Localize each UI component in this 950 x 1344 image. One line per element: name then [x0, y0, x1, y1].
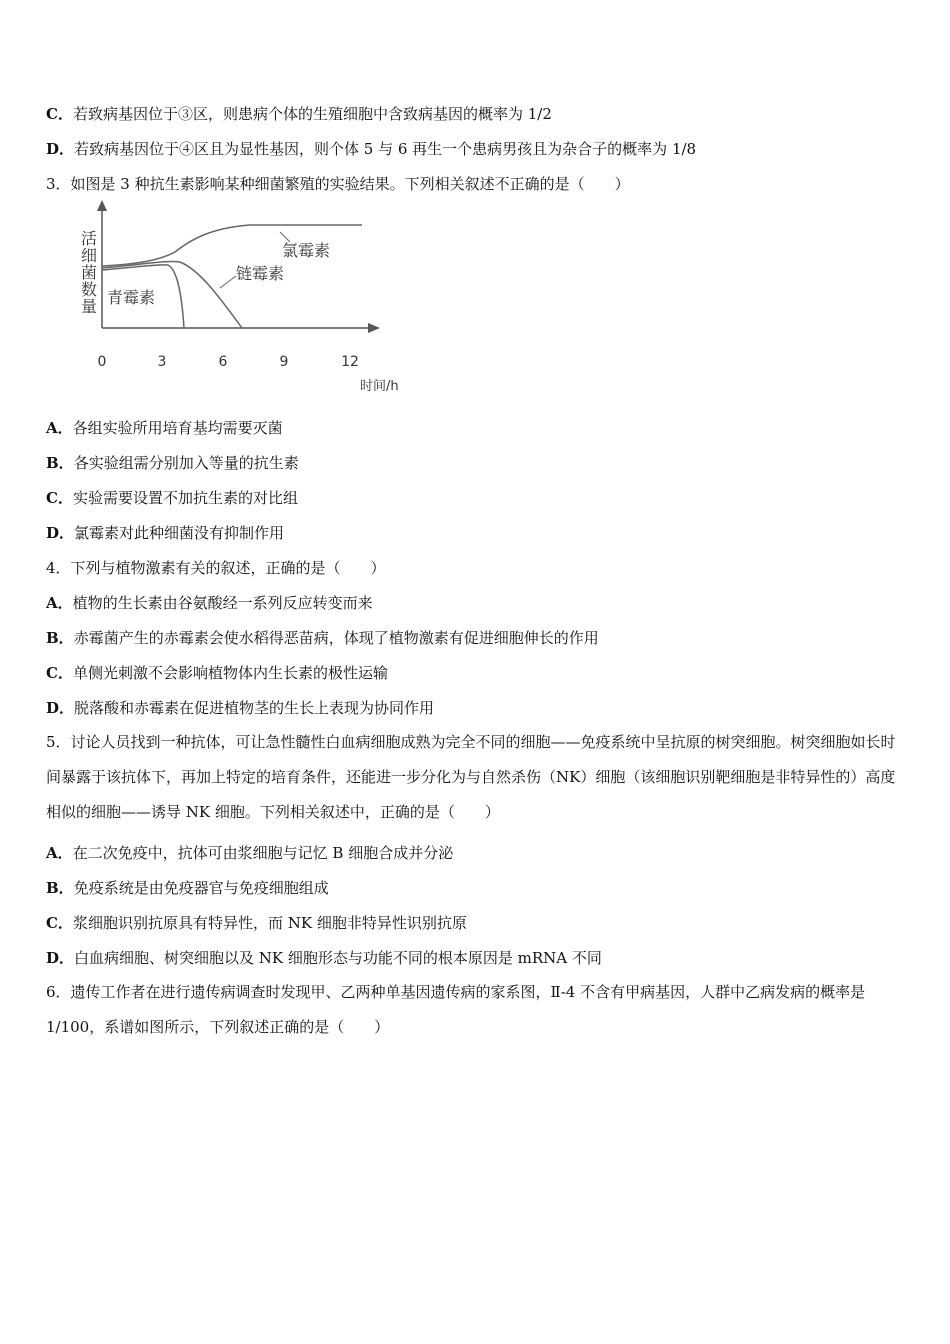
x-tick: 6 — [218, 354, 228, 370]
q4-option-a: A．植物的生长素由谷氨酸经一系列反应转变而来 — [46, 594, 373, 612]
x-axis-arrow — [368, 323, 380, 333]
q2-option-d: D．若致病基因位于④区且为显性基因，则个体 5 与 6 再生一个患病男孩且为杂合子的概率为 1/8 — [46, 140, 697, 158]
x-tick: 12 — [341, 354, 359, 370]
y-axis-arrow — [97, 200, 107, 211]
q5-option-b: B．免疫系统是由免疫器官与免疫细胞组成 — [46, 879, 329, 897]
label-chloramphenicol: 氯霉素 — [282, 241, 331, 260]
q5-option-d: D．白血病细胞、树突细胞以及 NK 细胞形态与功能不同的根本原因是 mRNA 不同 — [46, 949, 602, 967]
q3-stem: 3．如图是 3 种抗生素影响某种细菌繁殖的实验结果。下列相关叙述不正确的是（ ） — [46, 175, 630, 193]
q4-option-d: D．脱落酸和赤霉素在促进植物茎的生长上表现为协同作用 — [46, 699, 435, 717]
q3-option-d: D．氯霉素对此种细菌没有抑制作用 — [46, 524, 285, 542]
q6-stem: 6．遗传工作者在进行遗传病调查时发现甲、乙两种单基因遗传病的家系图，Ⅱ-4 不含有甲病基因，人群中乙病发病的概率是 1/100，系谱如图所示，下列叙述正确的是（ ） — [46, 983, 866, 1036]
x-tick: 0 — [97, 354, 107, 370]
q5-option-c: C．浆细胞识别抗原具有特异性，而 NK 细胞非特异性识别抗原 — [46, 914, 467, 932]
q4-option-b: B．赤霉菌产生的赤霉素会使水稻得恶苗病，体现了植物激素有促进细胞伸长的作用 — [46, 629, 599, 647]
pointer-streptomycin — [220, 276, 236, 288]
q5-stem: 5．讨论人员找到一种抗体，可让急性髓性白血病细胞成熟为完全不同的细胞——免疫系统中呈抗原的树突细胞。树突细胞如长时间暴露于该抗体下，再加上特定的培育条件，还能进一步分化为与自然杀伤（NK）细胞（该细胞识别靶细胞是非特异性的）高度相似的细胞——诱导 NK 细胞。下列相关叙述中，正确的是（ ） — [46, 733, 896, 821]
q5-option-a: A．在二次免疫中，抗体可由浆细胞与记忆 B 细胞合成并分泌 — [46, 844, 454, 862]
antibiotic-chart — [60, 198, 420, 403]
label-penicillin: 青霉素 — [107, 288, 156, 307]
label-streptomycin: 链霉素 — [236, 264, 285, 283]
q3-option-b: B．各实验组需分别加入等量的抗生素 — [46, 454, 299, 472]
x-tick: 3 — [157, 354, 167, 370]
q4-option-c: C．单侧光刺激不会影响植物体内生长素的极性运输 — [46, 664, 388, 682]
q2-option-c: C．若致病基因位于③区，则患病个体的生殖细胞中含致病基因的概率为 1/2 — [46, 105, 552, 123]
q3-option-a: A．各组实验所用培育基均需要灭菌 — [46, 419, 283, 437]
q4-stem: 4．下列与植物激素有关的叙述，正确的是（ ） — [46, 559, 386, 577]
x-axis-label: 时间/h — [360, 379, 399, 394]
y-axis-label: 活细菌数量 — [78, 230, 98, 315]
x-tick: 9 — [279, 354, 289, 370]
q3-option-c: C．实验需要设置不加抗生素的对比组 — [46, 489, 298, 507]
